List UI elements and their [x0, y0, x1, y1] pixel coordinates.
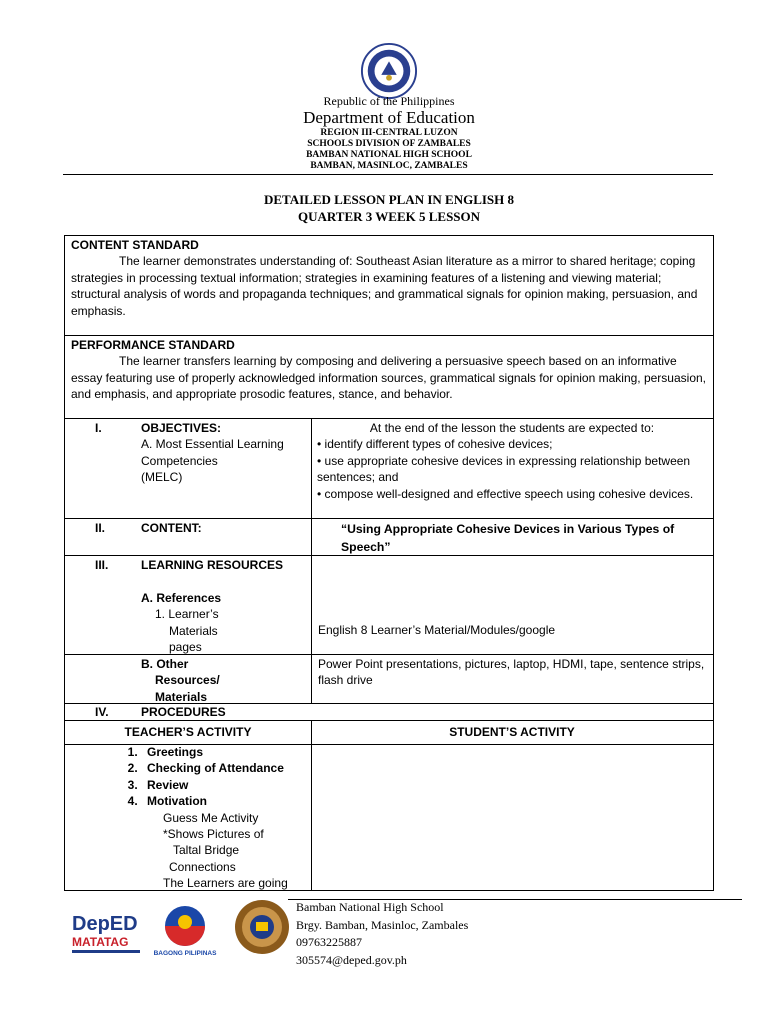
- objective-item: • compose well-designed and effective speech using cohesive devices.: [317, 486, 707, 502]
- footer-email: 305574@deped.gov.ph: [296, 953, 407, 967]
- other-resources-line-3: Materials: [155, 689, 208, 704]
- activity-line-4: The Learners are going: [163, 876, 288, 891]
- bagong-pilipinas-logo: [150, 902, 220, 958]
- header-divider: [63, 174, 713, 175]
- procedure-step: 1. Greetings: [141, 744, 307, 760]
- procedure-step: 3. Review: [141, 777, 307, 793]
- footer-address: Brgy. Bamban, Masinloc, Zambales: [296, 918, 469, 932]
- other-resources-line-2: Resources/: [155, 673, 220, 688]
- references-heading: A. References: [141, 590, 222, 605]
- content-standard-heading: CONTENT STANDARD: [71, 238, 199, 252]
- performance-standard-heading: PERFORMANCE STANDARD: [71, 338, 235, 352]
- objectives-section: [65, 419, 713, 519]
- bagong-pilipinas-logo-text: BAGONG PILIPINAS: [153, 950, 217, 957]
- school-label: BAMBAN NATIONAL HIGH SCHOOL: [306, 150, 472, 160]
- melc-line-3: (MELC): [141, 470, 183, 485]
- melc-line-2: Competencies: [141, 453, 218, 468]
- content-topic: “Using Appropriate Cohesive Devices in Various Types of Speech”: [341, 522, 675, 554]
- matatag-logo-text: MATATAG: [72, 935, 129, 949]
- learning-resources-numeral: III.: [95, 558, 109, 572]
- content-standard-text: The learner demonstrates understanding of: Southeast Asian literature as a mirror to shared heritage; coping strategies in processing textual information; strategies in examining features of a listening and viewing material; structural analysis of words and propaganda techniques; and grammatical signals for opinion making, persuasion, and emphasis.: [71, 254, 698, 318]
- activity-line-3: Connections: [169, 859, 236, 874]
- student-activity-heading: STUDENT’S ACTIVITY: [449, 725, 575, 739]
- region-label: REGION III-CENTRAL LUZON: [320, 128, 458, 138]
- content-heading: CONTENT:: [141, 521, 202, 535]
- procedures-numeral: IV.: [95, 705, 109, 719]
- learner-materials-line-1: 1. Learner’s: [155, 607, 219, 622]
- department-label: Department of Education: [303, 108, 475, 127]
- objectives-numeral: I.: [95, 421, 102, 435]
- footer-phone: 09763225887: [296, 935, 362, 949]
- objectives-heading: OBJECTIVES:: [141, 421, 222, 435]
- activity-name: Guess Me Activity: [163, 810, 259, 825]
- column-divider: [311, 721, 312, 891]
- teacher-activity-heading: TEACHER’S ACTIVITY: [124, 725, 252, 739]
- activity-line-2: Taltal Bridge: [173, 843, 240, 858]
- other-resources-value: Power Point presentations, pictures, laptop, HDMI, tape, sentence strips, flash drive: [318, 657, 705, 688]
- activity-headings-row: [65, 721, 713, 745]
- other-resources-line-1: B. Other: [141, 657, 189, 671]
- content-section: [65, 519, 713, 556]
- content-numeral: II.: [95, 521, 106, 535]
- objectives-intro: At the end of the lesson the students are expected to:: [369, 421, 655, 435]
- procedure-steps: [121, 744, 307, 810]
- melc-line-1: A. Most Essential Learning: [141, 437, 284, 452]
- procedure-step: 2. Checking of Attendance: [141, 760, 307, 776]
- procedures-heading: PROCEDURES: [141, 705, 226, 719]
- deped-logo-text: DepED: [72, 913, 138, 935]
- learner-materials-line-3: pages: [169, 640, 202, 655]
- column-divider: [311, 419, 312, 704]
- activity-line-1: *Shows Pictures of: [163, 827, 264, 842]
- republic-label: Republic of the Philippines: [323, 94, 455, 108]
- other-resources-section: [65, 655, 713, 704]
- performance-standard-section: [65, 336, 713, 419]
- learning-resources-section: [65, 556, 713, 655]
- lesson-plan-table: [64, 235, 714, 891]
- learner-materials-line-2: Materials: [169, 623, 218, 638]
- objectives-list: [317, 436, 707, 502]
- procedure-step: 4. Motivation: [141, 793, 307, 809]
- school-seal-icon: [230, 898, 294, 956]
- learning-resources-heading: LEARNING RESOURCES: [141, 558, 284, 572]
- division-label: SCHOOLS DIVISION OF ZAMBALES: [307, 139, 471, 149]
- deped-matatag-logo: [70, 906, 144, 956]
- objective-item: • use appropriate cohesive devices in expressing relationship between sentences; and: [317, 453, 707, 486]
- deped-seal-icon: [360, 42, 418, 100]
- content-standard-section: [65, 236, 713, 336]
- address-label: BAMBAN, MASINLOC, ZAMBALES: [310, 161, 468, 171]
- learner-materials-value: English 8 Learner’s Material/Modules/google: [318, 623, 556, 637]
- objective-item: • identify different types of cohesive devices;: [317, 436, 707, 452]
- procedures-section: [65, 704, 713, 721]
- document-title: DETAILED LESSON PLAN IN ENGLISH 8: [263, 192, 515, 207]
- document-subtitle: QUARTER 3 WEEK 5 LESSON: [297, 209, 481, 224]
- footer-school-name: Bamban National High School: [296, 900, 444, 914]
- performance-standard-text: The learner transfers learning by composing and delivering a persuasive speech based on an informative essay featuring use of properly acknowledged information sources, grammatical signals for opinion making, persuasion, and emphasis, and appropriate prosodic features, stance, and behavior.: [71, 354, 706, 402]
- teacher-activity-cell: [121, 744, 307, 892]
